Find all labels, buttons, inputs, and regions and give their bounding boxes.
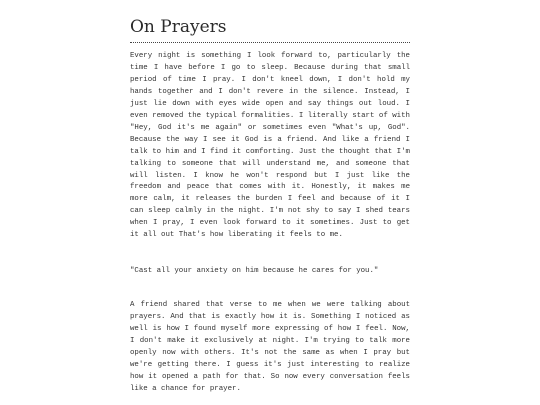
post-container: [130, 16, 410, 396]
post-quote: "Cast all your anxiety on him because he cares for you.": [130, 267, 379, 276]
post-paragraph-2: A friend shared that verse to me when we were talking about prayers. And that is exactly how it is. Something I noticed as well is how I found myself more expressing of how I feel. Now, I don't make it exclusively at night. I'm trying to talk more openly now with others. It's not the same as when I pray but we're getting there. I guess it's just interesting to realize how it opened a path for that. So now every conversation feels like a chance for prayer.: [130, 301, 410, 393]
post-paragraph-1: Every night is something I look forward to, particularly the time I have before I go to sleep. Because during that small period of time I pray. I don't kneel down, I don't hold my hands together and I don't revere in the silence. Instead, I just lie down with eyes wide open and say things out loud. I even removed the typical formalities. I literally start of with "Hey, God it's me again" or sometimes even "What's up, God". Because the way I see it God is a friend. And like a friend I talk to him and I find it comforting. Just the thought that I'm talking to someone that will understand me, and someone that will listen. I know he won't respond but I just like the freedom and peace that comes with it. Honestly, it makes me more calm, it releases the burden I feel and because of it I can sleep calmly in the night. I'm not shy to say I shed tears when I pray, I even look forward to it sometimes. Just to get it all out That's how liberating it feels to me.: [130, 52, 410, 240]
title-divider: [130, 42, 410, 43]
post-title: On Prayers: [130, 17, 227, 37]
